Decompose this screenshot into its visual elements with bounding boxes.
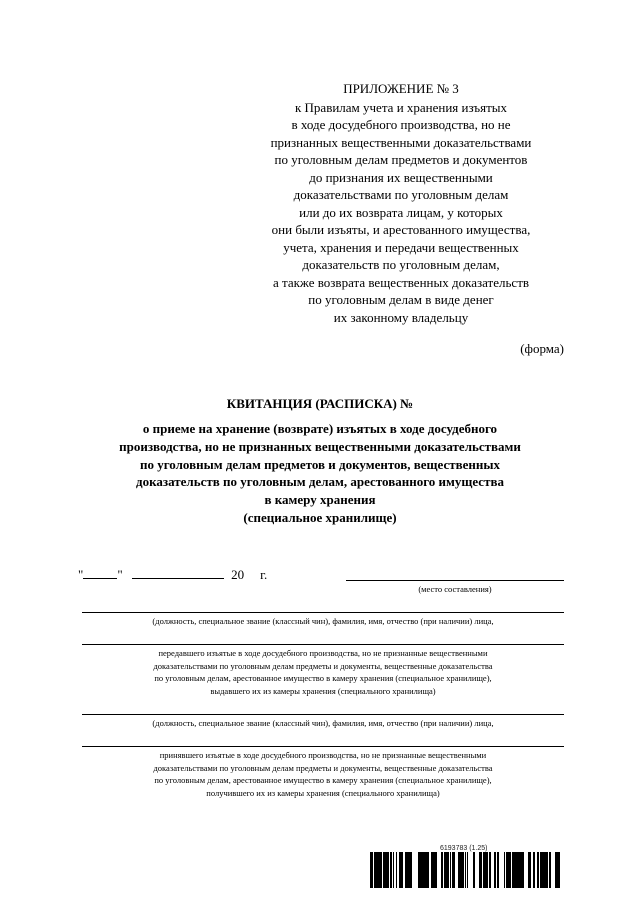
place-caption: (место составления) bbox=[418, 584, 492, 594]
caption-line: передавшего изъятые в ходе досудебного производства, но не признанные вещественными bbox=[158, 648, 488, 658]
appendix-line: по уголовным делам предметов и документов bbox=[274, 152, 528, 167]
appendix-line: признанных вещественными доказательствами bbox=[270, 134, 532, 150]
official-2-field[interactable] bbox=[82, 714, 564, 715]
transferred-caption bbox=[82, 647, 564, 697]
place-field[interactable] bbox=[346, 580, 564, 581]
appendix-header bbox=[240, 80, 562, 326]
appendix-line: доказательствами по уголовным делам bbox=[293, 187, 509, 202]
subtitle-line: о приеме на хранение (возврате) изъятых в ходе досудебного bbox=[142, 421, 498, 436]
caption-line: принявшего изъятые в ходе досудебного производства, но не признанные вещественными bbox=[159, 750, 487, 760]
subtitle-line: производства, но не признанных вещественными доказательствами bbox=[119, 438, 521, 454]
appendix-line: в ходе досудебного производства, но не bbox=[291, 117, 511, 132]
official-2-caption: (должность, специальное звание (классный чин), фамилия, имя, отчество (при наличии) лица, bbox=[152, 718, 494, 728]
caption-line: доказательствами по уголовным делам предметы и документы, вещественные доказательства bbox=[153, 660, 493, 671]
appendix-line: по уголовным делам в виде денег bbox=[308, 292, 494, 307]
document-subtitle bbox=[60, 420, 580, 527]
close-quote: " bbox=[117, 567, 123, 582]
received-caption bbox=[82, 749, 564, 799]
form-label: (форма) bbox=[520, 341, 564, 356]
subtitle-line: по уголовным делам предметов и документов, вещественных bbox=[139, 456, 501, 472]
open-quote: " bbox=[78, 567, 84, 582]
caption-line: получившего их из камеры хранения (специального хранилища) bbox=[206, 787, 440, 798]
caption-line: доказательствами по уголовным делам предметы и документы, вещественные доказательства bbox=[153, 762, 493, 773]
year-field[interactable] bbox=[244, 567, 260, 579]
subtitle-line: (специальное хранилище) bbox=[243, 509, 397, 525]
appendix-line: они были изъяты, и арестованного имущества, bbox=[271, 222, 531, 237]
year-suffix: г. bbox=[260, 567, 268, 582]
document-title: КВИТАНЦИЯ (РАСПИСКА) № bbox=[226, 396, 414, 411]
official-1-caption: (должность, специальное звание (классный чин), фамилия, имя, отчество (при наличии) лица, bbox=[152, 616, 494, 626]
day-field[interactable] bbox=[83, 566, 117, 579]
month-field[interactable] bbox=[132, 566, 224, 579]
barcode-icon bbox=[370, 852, 560, 888]
subtitle-line: доказательств по уголовным делам, арестованного имущества bbox=[136, 474, 504, 490]
received-field[interactable] bbox=[82, 746, 564, 747]
year-prefix: 20 bbox=[231, 567, 245, 582]
subtitle-line: в камеру хранения bbox=[264, 492, 376, 508]
caption-line: выдавшего их из камеры хранения (специального хранилища) bbox=[210, 685, 436, 696]
appendix-line: до признания их вещественными bbox=[309, 169, 493, 185]
transferred-field[interactable] bbox=[82, 644, 564, 645]
appendix-line: доказательств по уголовным делам, bbox=[302, 257, 500, 272]
caption-line: по уголовным делам, арестованное имущество в камеру хранения (специальное хранилище), bbox=[154, 775, 492, 785]
appendix-line: к Правилам учета и хранения изъятых bbox=[294, 99, 508, 115]
official-1-field[interactable] bbox=[82, 612, 564, 613]
appendix-line: или до их возврата лицам, у которых bbox=[299, 204, 503, 220]
appendix-line: их законному владельцу bbox=[333, 309, 469, 325]
barcode-number: 6193783 (1.25) bbox=[440, 845, 488, 852]
appendix-line: учета, хранения и передачи вещественных bbox=[283, 239, 519, 255]
appendix-title: ПРИЛОЖЕНИЕ № 3 bbox=[343, 81, 459, 96]
date-row bbox=[78, 566, 267, 583]
caption-line: по уголовным делам, арестованное имущество в камеру хранения (специальное хранилище), bbox=[154, 673, 492, 683]
appendix-line: а также возврата вещественных доказательств bbox=[272, 274, 530, 290]
